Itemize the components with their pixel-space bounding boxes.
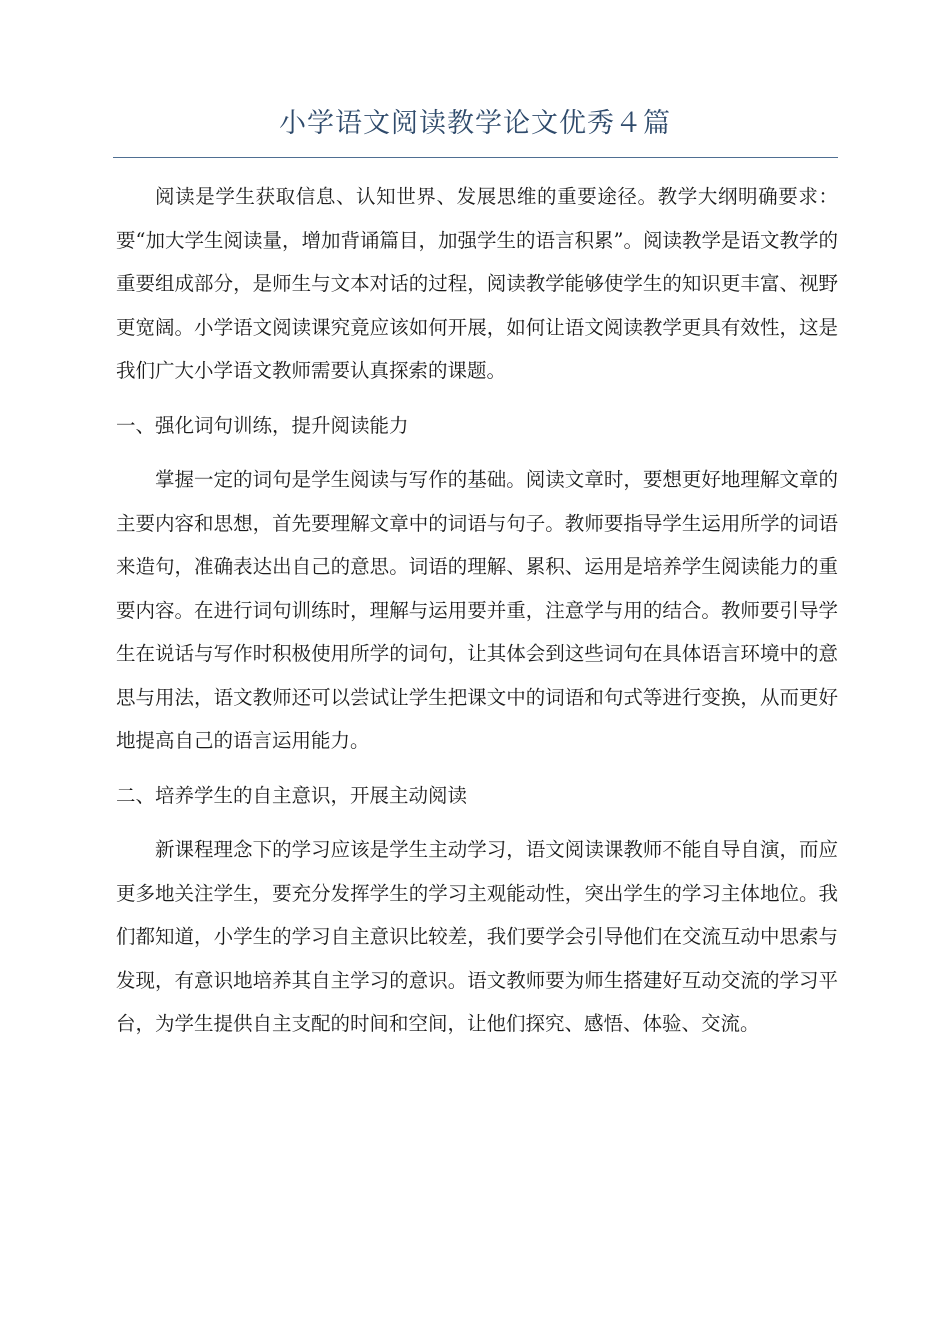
section-heading-1: 一、强化词句训练，提升阅读能力 [116,413,409,437]
section-heading-2: 二、培养学生的自主意识，开展主动阅读 [116,783,468,807]
intro-paragraph: 阅读是学生获取信息、认知世界、发展思维的重要途径。教学大纲明确要求：要“加大学生阅读量，增加背诵篇目，加强学生的语言积累”。阅读教学是语文教学的重要组成部分，是师生与文本对话的过程，阅读教学能够使学生的知识更丰富、视野更宽阔。小学语文阅读课究竟应该如何开展，如何让语文阅读教学更具有效性，这是我们广大小学语文教师需要认真探索的课题。 [116,185,838,382]
document-title: 小学语文阅读教学论文优秀４篇 [279,108,671,139]
section-paragraph-2: 新课程理念下的学习应该是学生主动学习，语文阅读课教师不能自导自演，而应更多地关注学生，要充分发挥学生的学习主观能动性，突出学生的学习主体地位。我们都知道，小学生的学习自主意识比较差，我们要学会引导他们在交流互动中思索与发现，有意识地培养其自主学习的意识。语文教师要为师生搭建好互动交流的学习平台，为学生提供自主支配的时间和空间，让他们探究、感悟、体验、交流。 [116,838,838,1035]
title-underline [113,157,838,158]
document-body [116,175,838,1057]
section-paragraph-1: 掌握一定的词句是学生阅读与写作的基础。阅读文章时，要想更好地理解文章的主要内容和思想，首先要理解文章中的词语与句子。教师要指导学生运用所学的词语来造句，准确表达出自己的意思。词语的理解、累积、运用是培养学生阅读能力的重要内容。在进行词句训练时，理解与运用要并重，注意学与用的结合。教师要引导学生在说话与写作时积极使用所学的词句，让其体会到这些词句在具体语言环境中的意思与用法，语文教师还可以尝试让学生把课文中的词语和句式等进行变换，从而更好地提高自己的语言运用能力。 [116,468,838,752]
